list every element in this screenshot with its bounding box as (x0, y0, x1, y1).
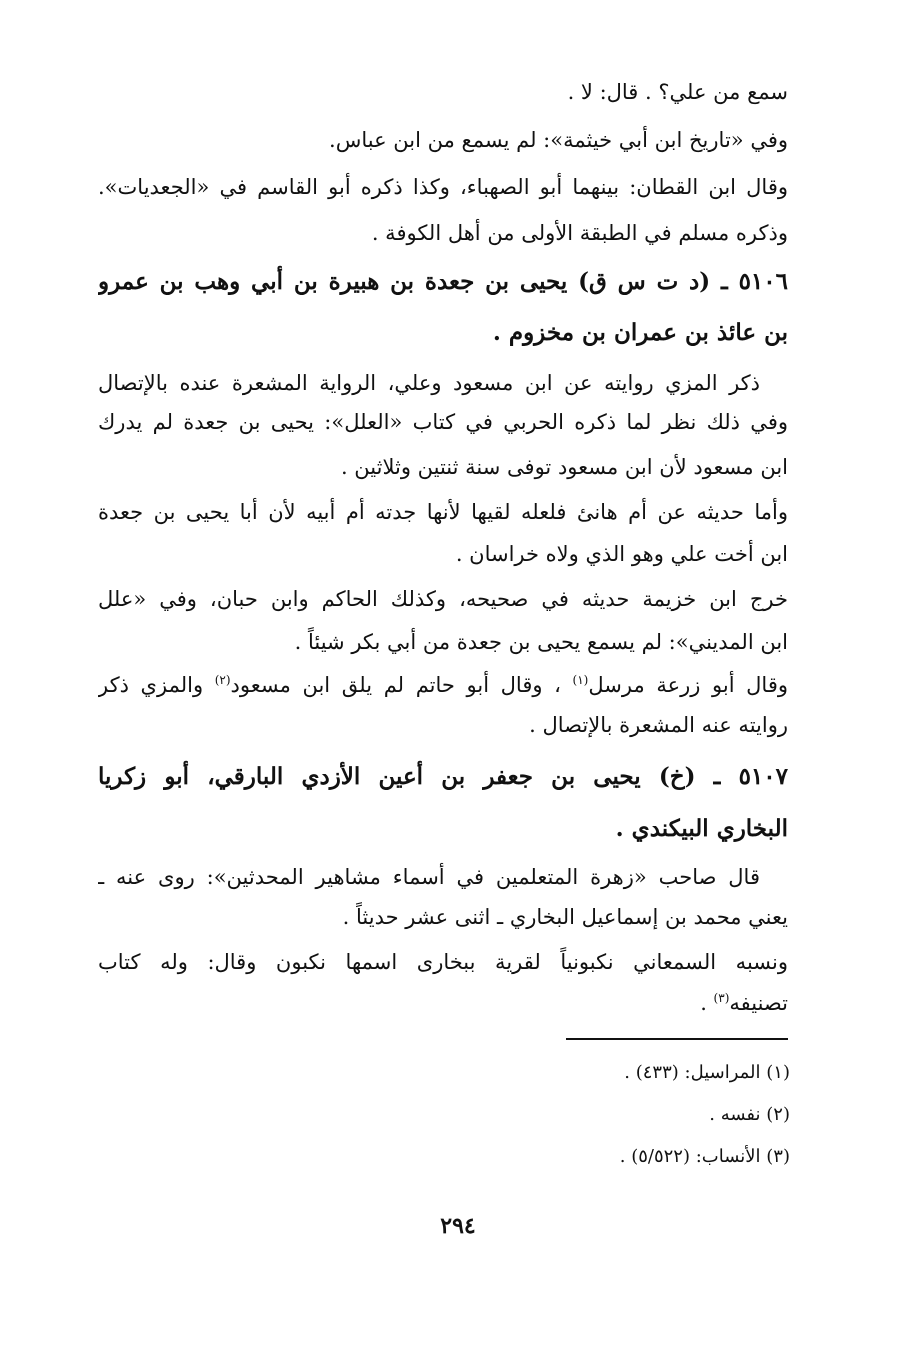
footnote: (١) المراسيل: (٤٣٣) . (624, 1062, 790, 1083)
text-segment: والمزي ذكر (98, 673, 215, 697)
text-segment: . (700, 991, 714, 1015)
text-line (98, 986, 788, 1020)
footnote: (٣) الأنساب: (٥/٥٢٢) . (619, 1146, 790, 1167)
text-line (98, 668, 788, 702)
footnote-ref: (٢) (214, 673, 231, 687)
text-line: ونسبه السمعاني نكبونياً لقرية ببخارى اسمها نكبون وقال: وله كتاب (98, 950, 788, 974)
text-line: يعني محمد بن إسماعيل البخاري ـ اثنى عشر حديثاً . (342, 905, 788, 929)
footnote-ref: (١) (572, 673, 589, 687)
footnote-ref: (٣) (713, 991, 730, 1005)
text-line: وقال ابن القطان: بينهما أبو الصهباء، وكذا ذكره أبو القاسم في «الجعديات». (98, 175, 788, 199)
text-line: خرج ابن خزيمة حديثه في صحيحه، وكذلك الحاكم وابن حبان، وفي «علل (98, 587, 788, 611)
entry-heading: ٥١٠٦ ـ (د ت س ق) يحيى بن جعدة بن هبيرة بن أبي وهب بن عمرو (98, 268, 788, 295)
text-segment: تصنيفه (729, 991, 788, 1015)
text-line: ابن مسعود لأن ابن مسعود توفى سنة ثنتين وثلاثين . (340, 455, 788, 479)
text-line: قال صاحب «زهرة المتعلمين في أسماء مشاهير المحدثين»: روى عنه ـ (98, 865, 760, 889)
page-number: ٢٩٤ (440, 1213, 476, 1239)
text-segment: وقال أبو زرعة مرسل (588, 673, 788, 697)
text-line: وأما حديثه عن أم هانئ فلعله لقيها لأنها جدته أم أبيه لأن أبا يحيى بن جعدة (98, 500, 788, 524)
text-line: روايته عنه المشعرة بالإتصال . (529, 713, 788, 737)
footnote-divider (566, 1038, 788, 1040)
text-line: سمع من علي؟ . قال: لا . (567, 80, 788, 104)
text-line: وذكره مسلم في الطبقة الأولى من أهل الكوفة . (371, 221, 788, 245)
text-line: ذكر المزي روايته عن ابن مسعود وعلي، الرواية المشعرة عنده بالإتصال (98, 371, 761, 395)
text-segment: ، وقال أبو حاتم لم يلق ابن مسعود (230, 673, 573, 697)
text-line: وفي ذلك نظر لما ذكره الحربي في كتاب «العلل»: يحيى بن جعدة لم يدرك (98, 410, 788, 434)
text-line: وفي «تاريخ ابن أبي خيثمة»: لم يسمع من ابن عباس. (329, 128, 788, 152)
entry-heading: البخاري البيكندي . (615, 815, 788, 842)
footnote: (٢) نفسه . (709, 1104, 790, 1125)
entry-heading: بن عائذ بن عمران بن مخزوم . (492, 319, 788, 346)
entry-heading: ٥١٠٧ ـ (خ) يحيى بن جعفر بن أعين الأزدي البارقي، أبو زكريا (98, 763, 788, 790)
text-line: ابن المديني»: لم يسمع يحيى بن جعدة من أبي بكر شيئاً . (294, 630, 788, 654)
text-line: ابن أخت علي وهو الذي ولاه خراسان . (455, 542, 788, 566)
